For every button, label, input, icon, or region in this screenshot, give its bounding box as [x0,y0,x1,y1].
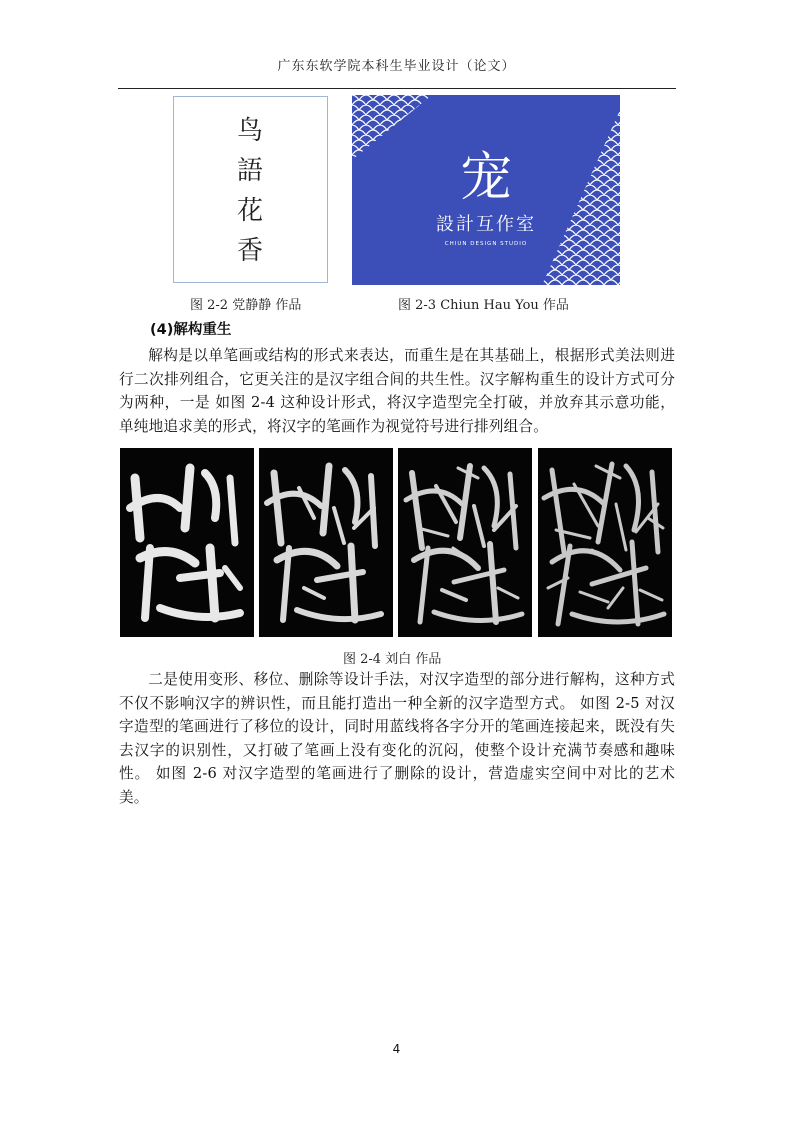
figure-2-4-poster-4 [538,448,672,637]
header-divider [118,88,676,89]
figure-2-3-caption: 图 2-3 Chiun Hau You 作品 [398,298,569,313]
artwork-char-2: 語 [236,156,264,186]
page-number: 4 [392,1042,401,1056]
scale-pattern-bottom-right [542,110,620,285]
artwork-char-4: 香 [236,236,264,266]
deconstructed-strokes-art [398,448,532,637]
calligraphy-artwork [174,97,326,281]
page-header: 广东东软学院本科生毕业设计（论文） [277,59,516,74]
studio-logo-glyph: 宠 [459,148,513,208]
figure-2-4-poster-2 [259,448,393,637]
studio-name: 設計互作室 [436,214,536,235]
figure-2-2-artwork [173,96,328,283]
deconstructed-strokes-art [259,448,393,637]
paragraph-2: 二是使用变形、移位、删除等设计手法，对汉字造型的部分进行解构，这种方式不仅不影响汉字的辨识性，而且能打造出一种全新的汉字造型方式。 如图 2-5 对汉字造型的笔画进行了移位的设计，同时用蓝线将各字分开的笔画连接起来，既没有失去汉字的识别性，又打破了笔画上没有变化的沉闷，使整个设计充满节奏感和趣味性。 如图 2-6 对汉字造型的笔画进行了删除的设计，营造虚实空间中对比的艺术美。 [119,671,675,806]
artwork-char-3: 花 [236,196,264,226]
figure-2-4-caption: 图 2-4 刘白 作品 [343,652,442,667]
figure-2-4-poster-3 [398,448,532,637]
section-title: (4)解构重生 [150,322,232,338]
deconstructed-strokes-art [538,448,672,637]
studio-subtitle: CHIUN DESIGN STUDIO [444,241,528,247]
figure-2-4-poster-1 [120,448,254,637]
paragraph-1: 解构是以单笔画或结构的形式来表达，而重生是在其基础上，根据形式美法则进行二次排列组合，它更关注的是汉字组合间的共生性。汉字解构重生的设计方式可分为两种，一是 如图 2-4 这种设计形式，将汉字造型完全打破，并放弃其示意功能，单纯地追求美的形式，将汉字的笔画作为视觉符号进行排列组合。 [119,347,675,435]
scale-pattern-top-left [352,95,432,160]
studio-logo-artwork [352,95,620,285]
figure-2-2-caption: 图 2-2 党静静 作品 [190,298,302,313]
artwork-char-1: 鸟 [236,116,264,146]
deconstructed-strokes-art [120,448,254,637]
figure-2-3-artwork [352,95,620,285]
